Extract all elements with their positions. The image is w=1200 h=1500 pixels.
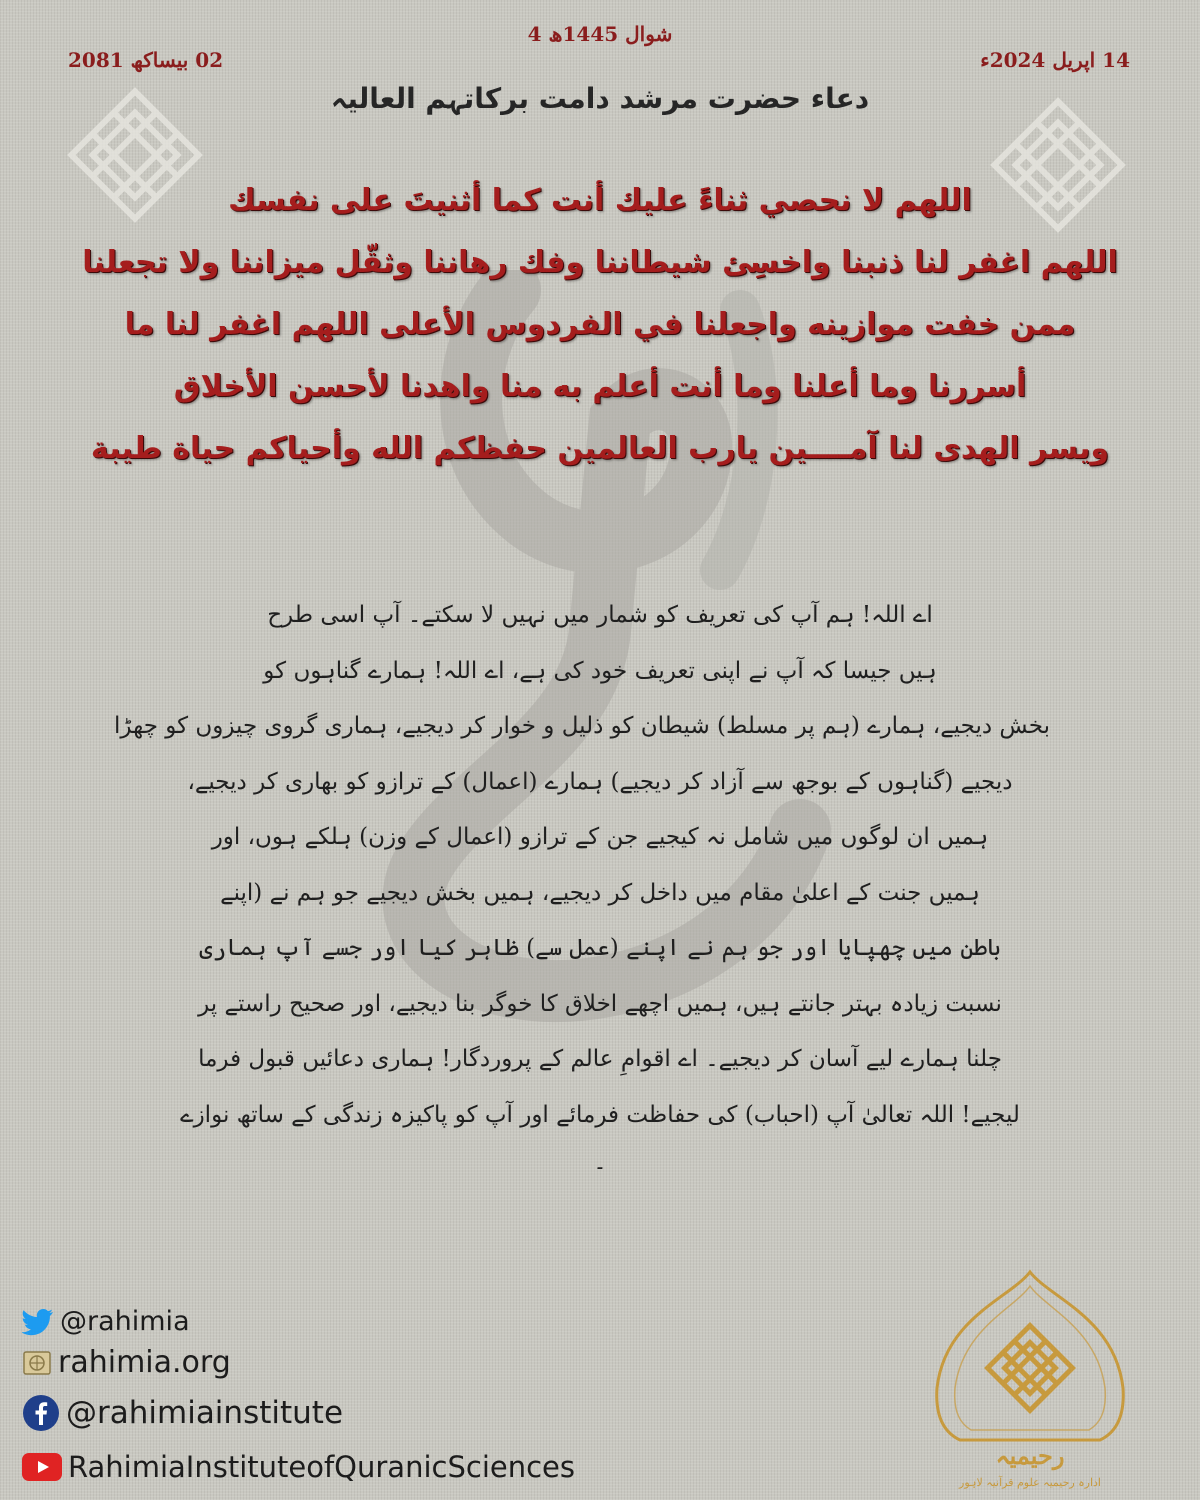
youtube-link[interactable] bbox=[22, 1450, 575, 1484]
urdu-translation-line: اے اللہ! ہم آپ کی تعریف کو شمار میں نہیں لا سکتے۔ آپ اسی طرح bbox=[267, 602, 933, 628]
urdu-translation-end: ۔ bbox=[593, 1150, 607, 1175]
urdu-translation-line: چلنا ہمارے لیے آسان کر دیجیے۔ اے اقوامِ عالم کے پروردگار! ہماری دعائیں قبول فرما bbox=[198, 1046, 1002, 1072]
arabic-dua-line: ممن خفت موازينه واجعلنا في الفردوس الأعلى اللهم اغفر لنا ما bbox=[124, 307, 1076, 342]
urdu-translation-line: ہمیں جنت کے اعلیٰ مقام میں داخل کر دیجیے، ہمیں بخش دیجیے جو ہم نے (اپنے bbox=[220, 879, 980, 906]
urdu-translation-line: ہمیں ان لوگوں میں شامل نہ کیجیے جن کے ترازو (اعمال کے وزن) ہلکے ہوں، اور bbox=[211, 824, 989, 850]
logo-subtitle: ادارہ رحیمیہ علوم قرآنیہ لاہور bbox=[959, 1476, 1101, 1489]
globe-icon bbox=[22, 1348, 52, 1378]
hijri-date: 4 شوال 1445ھ bbox=[527, 22, 673, 46]
arabic-dua-line: اللهم لا نحصي ثناءً عليك أنت كما أثنيتَ على نفسك bbox=[228, 183, 972, 218]
page-title: دعاء حضرت مرشد دامت برکاتہم العالیہ bbox=[330, 82, 870, 115]
arabic-dua-line: أسررنا وما أعلنا وما أنت أعلم به منا واهدنا لأحسن الأخلاق bbox=[173, 369, 1027, 404]
urdu-translation-line: لیجیے! اللہ تعالیٰ آپ (احباب) کی حفاظت فرمائے اور آپ کو پاکیزہ زندگی کے ساتھ نوازے bbox=[180, 1101, 1020, 1128]
website-link[interactable] bbox=[22, 1345, 231, 1380]
twitter-handle: @rahimia bbox=[60, 1306, 190, 1337]
website-url: rahimia.org bbox=[58, 1345, 231, 1380]
gregorian-date: 14 اپریل 2024ء bbox=[980, 48, 1130, 72]
logo-name: رحیمیہ bbox=[995, 1441, 1065, 1470]
urdu-translation-line: بخش دیجیے، ہمارے (ہم پر مسلط) شیطان کو ذلیل و خوار کر دیجیے، ہماری گروی چیزوں کو چھڑا bbox=[114, 713, 1050, 739]
arabic-dua bbox=[60, 170, 1140, 480]
urdu-translation-line: دیجیے (گناہوں کے بوجھ سے آزاد کر دیجیے) ہمارے (اعمال) کے ترازو کو بھاری کر دیجیے، bbox=[187, 768, 1013, 795]
arabic-dua-line: اللهم اغفر لنا ذنبنا واخسِئ شيطاننا وفك رهاننا وثقّل ميزاننا ولا تجعلنا bbox=[82, 245, 1118, 280]
facebook-handle: @rahimiainstitute bbox=[66, 1395, 344, 1431]
bikrami-date: 02 بیساکھ 2081 bbox=[68, 48, 224, 72]
facebook-icon bbox=[22, 1394, 60, 1432]
urdu-translation-line: نسبت زیادہ بہتر جانتے ہیں، ہمیں اچھے اخلاق کا خوگر بنا دیجیے، اور صحیح راستے پر bbox=[198, 990, 1002, 1017]
twitter-link[interactable] bbox=[22, 1306, 190, 1337]
arabic-dua-line: ويسر الهدى لنا آمــــين يارب العالمين حفظكم الله وأحياكم حياة طيبة bbox=[90, 431, 1110, 466]
youtube-play-icon bbox=[22, 1453, 62, 1481]
rahimia-logo bbox=[915, 1268, 1145, 1493]
urdu-translation bbox=[114, 588, 1050, 1183]
twitter-bird-icon bbox=[22, 1308, 54, 1336]
youtube-channel: RahimiaInstituteofQuranicSciences bbox=[68, 1450, 575, 1484]
urdu-translation-line: باطن میں چھپایا اور جو ہم نے اپنے (عمل سے) ظاہر کیا اور جسے آپ ہماری bbox=[199, 935, 1001, 961]
urdu-translation-line: ہیں جیسا کہ آپ نے اپنی تعریف خود کی ہے، اے اللہ! ہمارے گناہوں کو bbox=[263, 657, 937, 684]
facebook-link[interactable] bbox=[22, 1394, 343, 1432]
